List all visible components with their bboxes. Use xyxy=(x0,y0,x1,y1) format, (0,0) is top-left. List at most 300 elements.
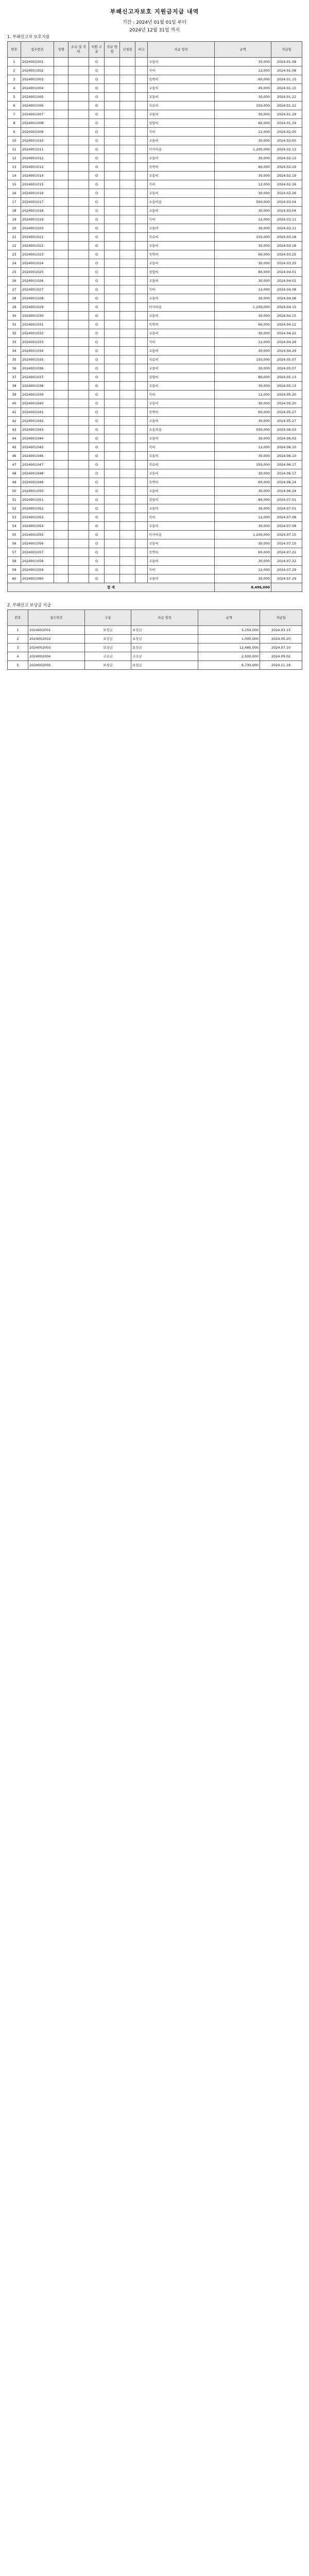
table-row xyxy=(8,198,302,207)
payment-item: 식비 xyxy=(148,66,215,75)
row-number: 1 xyxy=(8,626,28,635)
payment-item: 교통비 xyxy=(148,487,215,496)
row-number: 47 xyxy=(8,461,21,469)
amount: 30,000 xyxy=(215,110,271,119)
remark-cell xyxy=(135,163,148,172)
request-date-cell xyxy=(120,250,135,259)
amount: 12,480,000 xyxy=(198,643,260,652)
payment-date: 2024.06.17 xyxy=(271,461,302,469)
table-row xyxy=(8,154,302,163)
kind: 보상금 xyxy=(85,626,131,635)
name-cell xyxy=(54,399,68,408)
receipt-number: 2024001039 xyxy=(21,391,54,399)
request-date-cell xyxy=(120,119,135,128)
position-cell xyxy=(68,84,89,93)
payment-item: 교통비 xyxy=(148,417,215,426)
column-header: 신청일 xyxy=(120,42,135,58)
support-flag: O xyxy=(89,198,105,207)
summary-amount: 8,496,000 xyxy=(215,583,271,592)
position-cell xyxy=(68,399,89,408)
position-cell xyxy=(68,242,89,250)
payment-date: 2024.11.18 xyxy=(260,661,302,670)
receipt-number: 2024001056 xyxy=(21,539,54,548)
name-cell xyxy=(54,233,68,242)
name-cell xyxy=(54,487,68,496)
request-date-cell xyxy=(120,539,135,548)
remark-cell xyxy=(135,461,148,469)
table-row xyxy=(8,163,302,172)
payment-date: 2024.03.04 xyxy=(271,207,302,215)
position-cell xyxy=(68,574,89,583)
table-row xyxy=(8,285,302,294)
support-flag: O xyxy=(89,277,105,285)
row-number: 32 xyxy=(8,329,21,338)
receipt-number: 2024001007 xyxy=(21,110,54,119)
table-row xyxy=(8,66,302,75)
row-number: 37 xyxy=(8,373,21,382)
remark-cell xyxy=(135,399,148,408)
table-row xyxy=(8,128,302,137)
row-number: 42 xyxy=(8,417,21,426)
position-cell xyxy=(68,513,89,522)
payment-date: 2024.02.13 xyxy=(271,154,302,163)
row-number: 43 xyxy=(8,426,21,434)
receipt-number: 2024001033 xyxy=(21,338,54,347)
position-cell xyxy=(68,469,89,478)
receipt-number: 2024001030 xyxy=(21,312,54,320)
method-cell xyxy=(105,58,120,66)
request-date-cell xyxy=(120,364,135,373)
document-header xyxy=(0,0,309,31)
amount: 12,000 xyxy=(215,513,271,522)
table-row xyxy=(8,496,302,504)
name-cell xyxy=(54,110,68,119)
receipt-number: 2024001049 xyxy=(21,478,54,487)
row-number: 56 xyxy=(8,539,21,548)
position-cell xyxy=(68,364,89,373)
support-flag: O xyxy=(89,469,105,478)
name-cell xyxy=(54,452,68,461)
request-date-cell xyxy=(120,320,135,329)
receipt-number: 2024001038 xyxy=(21,382,54,391)
name-cell xyxy=(54,58,68,66)
column-header: 지급일 xyxy=(260,610,302,626)
request-date-cell xyxy=(120,145,135,154)
name-cell xyxy=(54,355,68,364)
support-flag: O xyxy=(89,154,105,163)
remark-cell xyxy=(135,277,148,285)
row-number: 7 xyxy=(8,110,21,119)
receipt-number: 2024001041 xyxy=(21,408,54,417)
payment-item: 교통비 xyxy=(148,399,215,408)
amount: 30,000 xyxy=(215,58,271,66)
position-cell xyxy=(68,478,89,487)
remark-cell xyxy=(135,522,148,531)
payment-date: 2024.05.27 xyxy=(271,408,302,417)
request-date-cell xyxy=(120,399,135,408)
payment-date: 2024.02.26 xyxy=(271,189,302,198)
row-number: 54 xyxy=(8,522,21,531)
name-cell xyxy=(54,294,68,303)
name-cell xyxy=(54,163,68,172)
request-date-cell xyxy=(120,469,135,478)
payment-item: 포상금 xyxy=(131,635,198,643)
receipt-number: 2024001054 xyxy=(21,522,54,531)
remark-cell xyxy=(135,66,148,75)
position-cell xyxy=(68,312,89,320)
row-number: 6 xyxy=(8,101,21,110)
support-flag: O xyxy=(89,364,105,373)
name-cell xyxy=(54,426,68,434)
amount: 30,000 xyxy=(215,504,271,513)
table-row xyxy=(8,364,302,373)
position-cell xyxy=(68,391,89,399)
table-row xyxy=(8,399,302,408)
position-cell xyxy=(68,268,89,277)
amount: 150,000 xyxy=(215,355,271,364)
position-cell xyxy=(68,110,89,119)
method-cell xyxy=(105,189,120,198)
name-cell xyxy=(54,391,68,399)
amount: 30,000 xyxy=(215,329,271,338)
request-date-cell xyxy=(120,452,135,461)
receipt-number: 2024001028 xyxy=(21,294,54,303)
payment-item: 교통비 xyxy=(148,189,215,198)
table-row xyxy=(8,408,302,417)
name-cell xyxy=(54,180,68,189)
payment-item: 교통비 xyxy=(148,154,215,163)
row-number: 20 xyxy=(8,224,21,233)
name-cell xyxy=(54,382,68,391)
payment-item: 교통비 xyxy=(148,364,215,373)
remark-cell xyxy=(135,93,148,101)
support-flag: O xyxy=(89,522,105,531)
payment-date: 2024.04.01 xyxy=(271,268,302,277)
payment-item: 교통비 xyxy=(148,329,215,338)
amount: 1,200,000 xyxy=(215,145,271,154)
amount: 30,000 xyxy=(215,522,271,531)
position-cell xyxy=(68,285,89,294)
name-cell xyxy=(54,364,68,373)
remark-cell xyxy=(135,434,148,443)
method-cell xyxy=(105,242,120,250)
ledger-header-row xyxy=(8,42,302,58)
row-number: 30 xyxy=(8,312,21,320)
remark-cell xyxy=(135,303,148,312)
row-number: 24 xyxy=(8,259,21,268)
table-row xyxy=(8,373,302,382)
row-number: 53 xyxy=(8,513,21,522)
request-date-cell xyxy=(120,110,135,119)
amount: 150,000 xyxy=(215,233,271,242)
support-flag: O xyxy=(89,566,105,574)
payment-item: 구조금 xyxy=(131,652,198,661)
payment-item: 식비 xyxy=(148,391,215,399)
payment-item: 치료비 xyxy=(148,461,215,469)
ledger-section-label: 1. 부패신고자 보호지원 xyxy=(7,35,50,39)
receipt-number: 2024001017 xyxy=(21,198,54,207)
row-number: 45 xyxy=(8,443,21,452)
payment-item: 상담비 xyxy=(148,268,215,277)
request-date-cell xyxy=(120,513,135,522)
remark-cell xyxy=(135,110,148,119)
request-date-cell xyxy=(120,75,135,84)
method-cell xyxy=(105,408,120,417)
position-cell xyxy=(68,434,89,443)
support-flag: O xyxy=(89,513,105,522)
row-number: 2 xyxy=(8,635,28,643)
table-row xyxy=(8,391,302,399)
receipt-number: 2024001026 xyxy=(21,277,54,285)
receipt-number: 2024001058 xyxy=(21,557,54,566)
column-header: 소속 및 직위 xyxy=(68,42,89,58)
row-number: 4 xyxy=(8,652,28,661)
amount: 1,000,000 xyxy=(198,635,260,643)
name-cell xyxy=(54,154,68,163)
position-cell xyxy=(68,154,89,163)
method-cell xyxy=(105,119,120,128)
request-date-cell xyxy=(120,347,135,355)
amount: 60,000 xyxy=(215,250,271,259)
summary-label: 합 계 xyxy=(8,583,215,592)
method-cell xyxy=(105,443,120,452)
payment-date: 2024.01.22 xyxy=(271,101,302,110)
payment-item: 교통비 xyxy=(148,434,215,443)
column-header: 비고 xyxy=(135,42,148,58)
receipt-number: 2024001009 xyxy=(21,128,54,137)
payment-item: 보상금 xyxy=(131,643,198,652)
name-cell xyxy=(54,548,68,557)
name-cell xyxy=(54,338,68,347)
request-date-cell xyxy=(120,233,135,242)
support-flag: O xyxy=(89,242,105,250)
request-date-cell xyxy=(120,224,135,233)
position-cell xyxy=(68,487,89,496)
remark-cell xyxy=(135,145,148,154)
name-cell xyxy=(54,504,68,513)
amount: 1,200,000 xyxy=(215,531,271,539)
request-date-cell xyxy=(120,285,135,294)
payment-item: 치료비 xyxy=(148,355,215,364)
remark-cell xyxy=(135,574,148,583)
column-header: 금액 xyxy=(215,42,271,58)
support-flag: O xyxy=(89,408,105,417)
position-cell xyxy=(68,566,89,574)
amount: 150,000 xyxy=(215,101,271,110)
remark-cell xyxy=(135,242,148,250)
name-cell xyxy=(54,137,68,145)
payment-item: 식비 xyxy=(148,285,215,294)
remark-cell xyxy=(135,566,148,574)
receipt-number: 2024001040 xyxy=(21,399,54,408)
method-cell xyxy=(105,513,120,522)
method-cell xyxy=(105,215,120,224)
payment-date: 2024.03.25 xyxy=(271,259,302,268)
amount: 30,000 xyxy=(215,312,271,320)
remark-cell xyxy=(135,557,148,566)
receipt-number: 2024001029 xyxy=(21,303,54,312)
position-cell xyxy=(68,329,89,338)
table-row xyxy=(8,75,302,84)
row-number: 22 xyxy=(8,242,21,250)
support-flag: O xyxy=(89,128,105,137)
row-number: 1 xyxy=(8,58,21,66)
row-number: 28 xyxy=(8,294,21,303)
remark-cell xyxy=(135,189,148,198)
payment-item: 교통비 xyxy=(148,259,215,268)
payment-date: 2024.01.15 xyxy=(271,84,302,93)
position-cell xyxy=(68,355,89,364)
row-number: 17 xyxy=(8,198,21,207)
name-cell xyxy=(54,320,68,329)
request-date-cell xyxy=(120,207,135,215)
support-flag: O xyxy=(89,189,105,198)
payment-item: 교통비 xyxy=(148,347,215,355)
remark-cell xyxy=(135,487,148,496)
row-number: 55 xyxy=(8,531,21,539)
support-flag: O xyxy=(89,137,105,145)
support-flag: O xyxy=(89,259,105,268)
table-row xyxy=(8,215,302,224)
request-date-cell xyxy=(120,496,135,504)
payment-date: 2024.01.15 xyxy=(271,75,302,84)
support-flag: O xyxy=(89,93,105,101)
payment-date: 2024.07.08 xyxy=(271,513,302,522)
table-row xyxy=(8,84,302,93)
payment-date: 2024.05.20 xyxy=(271,399,302,408)
remark-cell xyxy=(135,443,148,452)
name-cell xyxy=(54,312,68,320)
request-date-cell xyxy=(120,84,135,93)
receipt-number: 2024001016 xyxy=(21,189,54,198)
payment-date: 2024.07.22 xyxy=(271,548,302,557)
name-cell xyxy=(54,66,68,75)
name-cell xyxy=(54,101,68,110)
table-row xyxy=(8,355,302,364)
amount: 30,000 xyxy=(215,539,271,548)
payment-item: 식비 xyxy=(148,443,215,452)
remark-cell xyxy=(135,233,148,242)
name-cell xyxy=(54,242,68,250)
payment-item: 치료비 xyxy=(148,233,215,242)
column-header: 지급 항목 xyxy=(131,610,198,626)
request-date-cell xyxy=(120,408,135,417)
support-flag: O xyxy=(89,557,105,566)
position-cell xyxy=(68,408,89,417)
table-row xyxy=(8,312,302,320)
payment-date: 2024.03.11 xyxy=(271,215,302,224)
receipt-number: 2024001027 xyxy=(21,285,54,294)
payment-date: 2024.04.22 xyxy=(271,329,302,338)
amount: 30,000 xyxy=(215,364,271,373)
column-header: 지원 구분 xyxy=(89,42,105,58)
period-from: 기간 : 2024년 01월 01일 부터 xyxy=(122,20,186,25)
support-flag: O xyxy=(89,172,105,180)
table-row xyxy=(8,137,302,145)
table-row xyxy=(8,93,302,101)
secondary-section-label: 2. 부패신고 보상금 지급 xyxy=(7,603,51,607)
payment-item: 소송비용 xyxy=(148,426,215,434)
support-flag: O xyxy=(89,373,105,382)
remark-cell xyxy=(135,207,148,215)
table-row xyxy=(8,277,302,285)
table-row xyxy=(8,207,302,215)
method-cell xyxy=(105,250,120,259)
request-date-cell xyxy=(120,128,135,137)
row-number: 19 xyxy=(8,215,21,224)
remark-cell xyxy=(135,294,148,303)
position-cell xyxy=(68,128,89,137)
payment-date: 2024.05.07 xyxy=(271,355,302,364)
payment-item: 교통비 xyxy=(148,277,215,285)
table-row xyxy=(8,329,302,338)
method-cell xyxy=(105,233,120,242)
receipt-number: 2024001022 xyxy=(21,242,54,250)
payment-date: 2024.06.17 xyxy=(271,469,302,478)
remark-cell xyxy=(135,224,148,233)
name-cell xyxy=(54,574,68,583)
name-cell xyxy=(54,84,68,93)
request-date-cell xyxy=(120,277,135,285)
position-cell xyxy=(68,531,89,539)
payment-item: 식비 xyxy=(148,513,215,522)
payment-date: 2024.02.19 xyxy=(271,163,302,172)
position-cell xyxy=(68,294,89,303)
payment-date: 2024.04.01 xyxy=(271,277,302,285)
amount: 80,000 xyxy=(215,268,271,277)
table-row xyxy=(8,487,302,496)
name-cell xyxy=(54,522,68,531)
method-cell xyxy=(105,268,120,277)
support-flag: O xyxy=(89,548,105,557)
remark-cell xyxy=(135,355,148,364)
payment-item: 교통비 xyxy=(148,557,215,566)
receipt-number: 2024001050 xyxy=(21,487,54,496)
table-row xyxy=(8,513,302,522)
method-cell xyxy=(105,137,120,145)
receipt-number: 2024001018 xyxy=(21,207,54,215)
payment-date: 2024.07.22 xyxy=(271,557,302,566)
name-cell xyxy=(54,198,68,207)
request-date-cell xyxy=(120,338,135,347)
name-cell xyxy=(54,93,68,101)
table-row xyxy=(8,101,302,110)
receipt-number: 2024001031 xyxy=(21,320,54,329)
payment-date: 2024.09.02 xyxy=(260,652,302,661)
payment-item: 교통비 xyxy=(148,504,215,513)
request-date-cell xyxy=(120,312,135,320)
payment-item: 상담비 xyxy=(148,119,215,128)
table-row xyxy=(8,180,302,189)
name-cell xyxy=(54,277,68,285)
amount: 6,730,000 xyxy=(198,661,260,670)
row-number: 9 xyxy=(8,128,21,137)
remark-cell xyxy=(135,180,148,189)
name-cell xyxy=(54,285,68,294)
amount: 80,000 xyxy=(215,373,271,382)
position-cell xyxy=(68,557,89,566)
request-date-cell xyxy=(120,504,135,513)
method-cell xyxy=(105,548,120,557)
amount: 30,000 xyxy=(215,382,271,391)
payment-date: 2024.01.08 xyxy=(271,58,302,66)
method-cell xyxy=(105,478,120,487)
row-number: 25 xyxy=(8,268,21,277)
support-flag: O xyxy=(89,312,105,320)
request-date-cell xyxy=(120,373,135,382)
payment-date: 2024.04.29 xyxy=(271,347,302,355)
remark-cell xyxy=(135,119,148,128)
